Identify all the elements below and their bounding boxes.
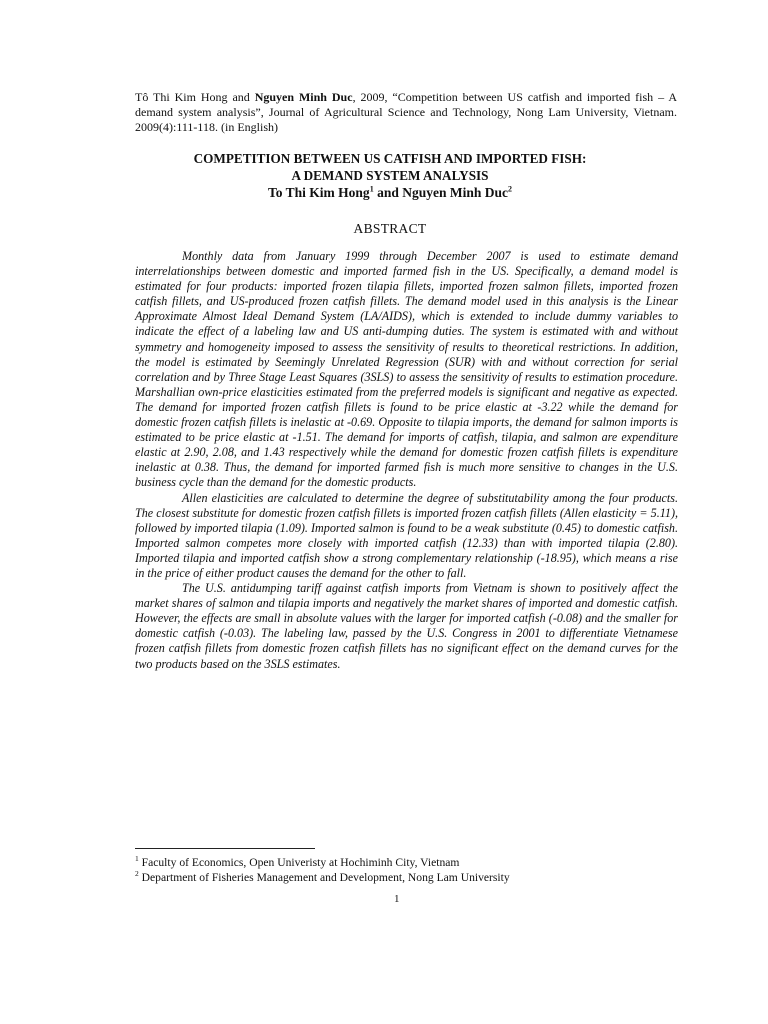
authors-conjunction: and <box>373 185 403 200</box>
citation-author-1: Tô Thi Kim Hong <box>135 90 228 104</box>
paper-title-line-2: A DEMAND SYSTEM ANALYSIS <box>291 168 489 183</box>
footnote-item <box>135 855 695 870</box>
footnote-mark: 1 <box>135 854 139 864</box>
abstract-paragraph: Allen elasticities are calculated to determine the degree of substitutability among the four products. The closest substitute for domestic frozen catfish fillets is imported frozen catfish fillets (Allen elasticity = 5.11), followed by imported tilapia (1.09). Imported salmon is found to be a weak substitute (0.45) to domestic catfish. Imported salmon competes more closely with imported catfish (12.33) than with imported tilapia (2.80). Imported tilapia and imported catfish show a strong complementary relationship (-18.95), which means a rise in the price of either product causes the demand for the other to fall. <box>135 490 678 580</box>
citation <box>135 90 677 135</box>
citation-details: , 2009, “Competition between US catfish and imported fish – A demand system analysis”, Journal of Agricultural Science and Technology, Nong Lam University, Vietnam. 2009(4):111-118. (in English) <box>135 90 678 134</box>
author-2-name: Nguyen Minh Duc <box>402 185 508 200</box>
abstract-body <box>135 249 678 672</box>
author-1-footnote-mark: 1 <box>369 184 374 194</box>
footnote-item <box>135 870 695 885</box>
abstract-paragraph: The U.S. antidumping tariff against catfish imports from Vietnam is shown to positively affect the market shares of salmon and tilapia imports and negatively the market shares of imported and domestic catfish. However, the effects are small in absolute values with the larger for imported catfish (-0.08) and the smaller for domestic catfish (-0.03). The labeling law, passed by the U.S. Congress in 2001 to differentiate Vietnamese frozen catfish fillets from domestic frozen catfish fillets has no significant effect on the demand curves for the two products based on the 3SLS estimates. <box>135 581 678 671</box>
footnote-divider <box>135 848 315 849</box>
author-2-footnote-mark: 2 <box>507 184 512 194</box>
paper-title-line-1: COMPETITION BETWEEN US CATFISH AND IMPORTED FISH: <box>193 151 587 166</box>
author-1-name: To Thi Kim Hong <box>268 185 370 200</box>
page-number: 1 <box>394 893 400 905</box>
abstract-heading: ABSTRACT <box>353 221 427 236</box>
paper-title-block <box>100 150 680 201</box>
citation-conjunction: and <box>227 90 255 104</box>
footnote-text: Faculty of Economics, Open Univeristy at Hochiminh City, Vietnam <box>138 856 460 869</box>
abstract-paragraph: Monthly data from January 1999 through December 2007 is used to estimate demand interrelationships between domestic and imported farmed fish in the US. Specifically, a demand model is estimated for four products: imported frozen tilapia fillets, imported frozen salmon fillets, imported frozen catfish fillets, and US-produced frozen catfish fillets. The demand model used in this analysis is the Linear Approximate Almost Ideal Demand System (LA/AIDS), which is extended to include dummy variables to indicate the effect of a labeling law and US anti-dumping duties. The system is estimated with and without symmetry and homogeneity imposed to assess the sensitivity of results to theoretical restrictions. In addition, the model is estimated by Seemingly Unrelated Regression (SUR) with and without correction for serial correlation and by Three Stage Least Squares (3SLS) to assess the sensitivity of results to estimation procedure. Marshallian own-price elasticities estimated from the preferred models is significant and negative as expected. The demand for imported frozen catfish fillets is found to be price elastic at -3.22 while the demand for domestic frozen catfish fillets is inelastic at -0.69. Opposite to tilapia imports, the demand for salmon imports is estimated to be price elastic at -1.51. The demand for imports of catfish, tilapia, and salmon are expenditure elastic at 2.90, 2.08, and 1.43 respectively while the demand for domestic frozen catfish fillets is expenditure inelastic at 0.38. Thus, the demand for imported farmed fish is much more sensitive to changes in the U.S. business cycle than the demand for the domestic products. <box>135 249 678 490</box>
footnotes <box>135 855 695 885</box>
citation-author-2: Nguyen Minh Duc <box>254 90 353 104</box>
footnote-text: Department of Fisheries Management and Development, Nong Lam University <box>138 871 510 884</box>
footnote-mark: 2 <box>135 869 139 879</box>
paper-authors <box>100 184 680 201</box>
